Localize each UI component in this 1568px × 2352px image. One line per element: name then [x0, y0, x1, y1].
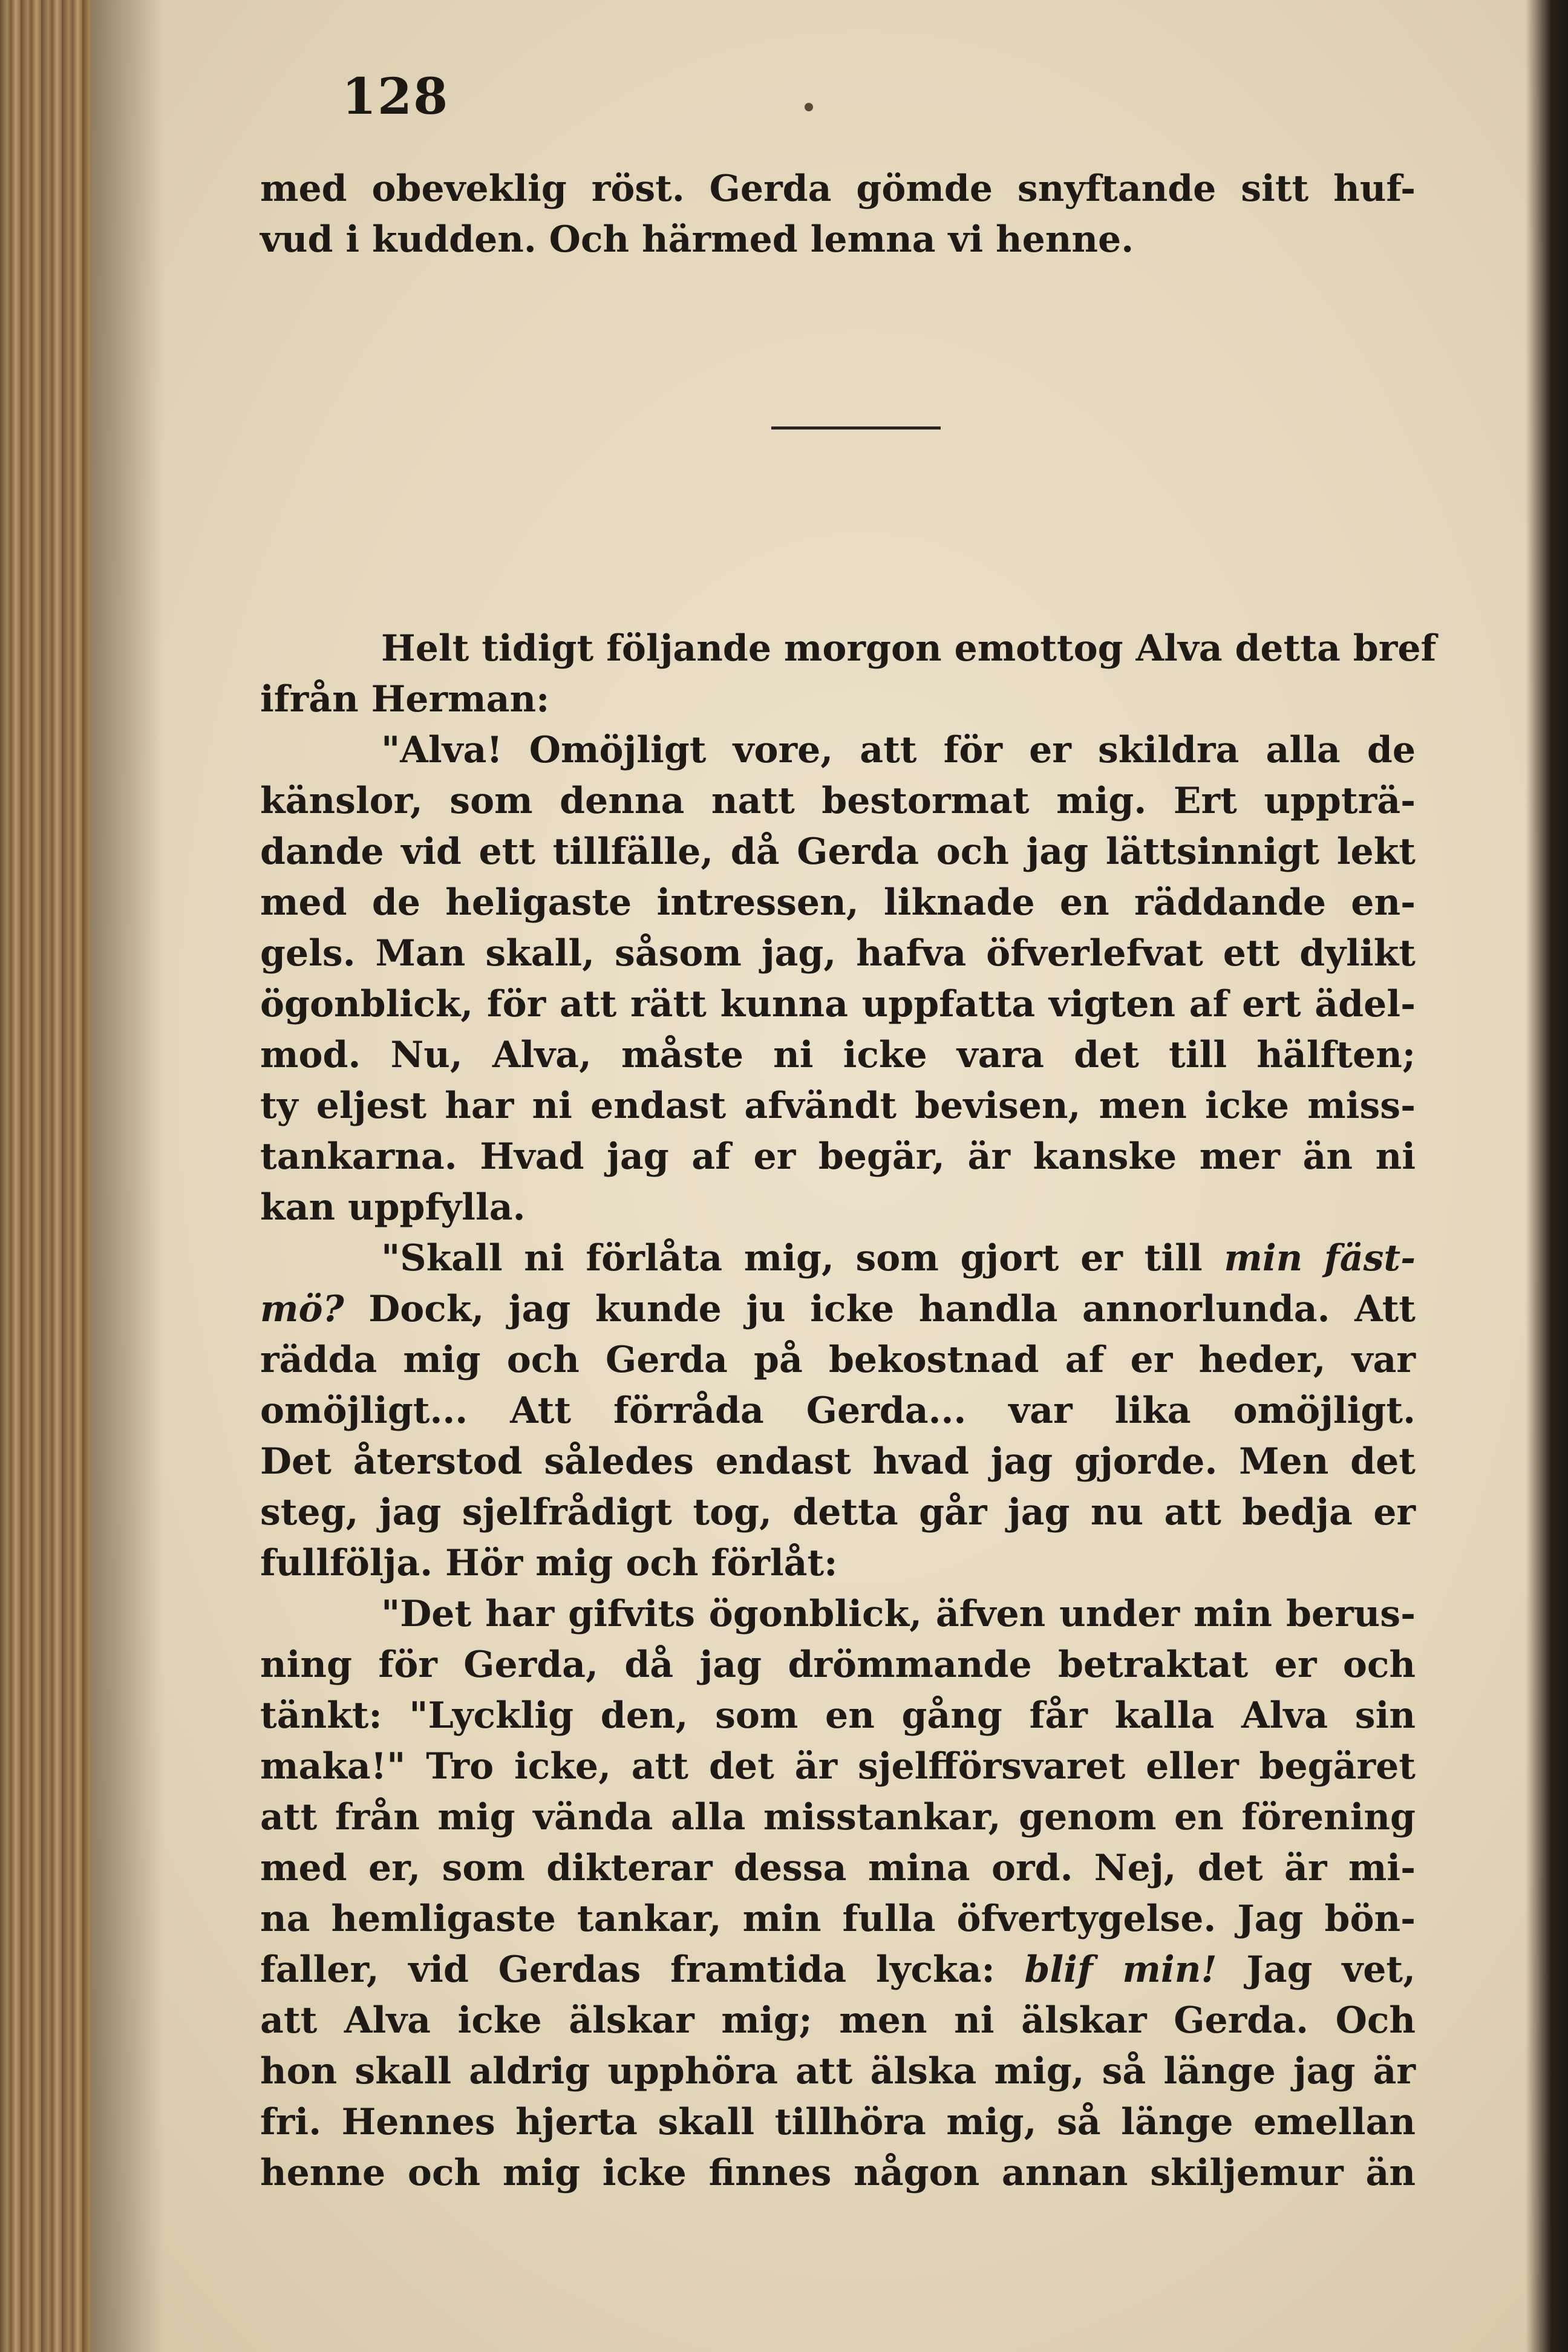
text-line: omöjligt... Att förråda Gerda... var lika omöjligt. — [260, 1390, 1416, 1432]
text-line: hon skall aldrig upphöra att älska mig, så länge jag är — [260, 2050, 1416, 2092]
emphasis-text: blif min! — [1024, 1949, 1217, 1991]
page-right-edge — [1526, 0, 1568, 2352]
text-line: ty eljest har ni endast afvändt bevisen, men icke miss- — [260, 1085, 1416, 1127]
text-line: tankarna. Hvad jag af er begär, är kanske mer än ni — [260, 1135, 1416, 1178]
text-line: rädda mig och Gerda på bekostnad af er heder, var — [260, 1339, 1416, 1381]
text-line: att Alva icke älskar mig; men ni älskar Gerda. Och — [260, 1999, 1416, 2042]
spine-shadow — [91, 0, 163, 2352]
text-segment: faller, vid Gerdas framtida lycka: — [260, 1949, 1025, 1991]
text-line: ning för Gerda, då jag drömmande betraktat er och — [260, 1644, 1416, 1686]
page-number: 128 — [342, 68, 449, 126]
text-line: fri. Hennes hjerta skall tillhöra mig, så länge emellan — [260, 2101, 1416, 2143]
text-line: maka!" Tro icke, att det är sjelfförsvaret eller begäret — [260, 1745, 1416, 1788]
text-line: henne och mig icke finnes någon annan skiljemur än — [260, 2152, 1416, 2194]
text-line: mod. Nu, Alva, måste ni icke vara det till hälften; — [260, 1034, 1416, 1076]
text-line: ifrån Herman: — [260, 678, 550, 720]
text-line: fullfölja. Hör mig och förlåt: — [260, 1542, 838, 1584]
text-line: "Det har gifvits ögonblick, äfven under min berus- — [381, 1593, 1416, 1635]
text-line: att från mig vända alla misstankar, genom en förening — [260, 1796, 1416, 1838]
text-line: kan uppfylla. — [260, 1186, 526, 1229]
text-line: ögonblick, för att rätt kunna uppfatta vigten af ert ädel- — [260, 983, 1416, 1025]
section-2-text — [260, 623, 1437, 2198]
text-line-with-emphasis — [260, 1233, 1416, 1284]
text-line: vud i kudden. Och härmed lemna vi henne. — [260, 218, 1134, 261]
section-1-text — [260, 163, 1416, 265]
section-divider — [771, 426, 941, 430]
text-segment: "Skall ni förlåta mig, som gjort er till — [381, 1237, 1224, 1279]
text-line: gels. Man skall, såsom jag, hafva öfverlefvat ett dylikt — [260, 932, 1416, 975]
ink-dot — [805, 103, 813, 111]
text-line: tänkt: "Lycklig den, som en gång får kalla Alva sin — [260, 1694, 1416, 1737]
text-line: känslor, som denna natt bestormat mig. Ert uppträ- — [260, 780, 1416, 822]
text-line-with-emphasis — [260, 1284, 1416, 1334]
emphasis-text: min fäst- — [1224, 1237, 1416, 1279]
text-line: steg, jag sjelfrådigt tog, detta går jag nu att bedja er — [260, 1491, 1416, 1534]
book-spine — [0, 0, 91, 2352]
text-line: "Alva! Omöjligt vore, att för er skildra alla de — [381, 729, 1416, 771]
text-segment: Dock, jag kunde ju icke handla annorlunda. Att — [344, 1288, 1416, 1330]
text-line: med de heligaste intressen, liknade en räddande en- — [260, 881, 1416, 924]
text-segment: Jag vet, — [1217, 1949, 1416, 1991]
text-line: med obeveklig röst. Gerda gömde snyftande sitt huf- — [260, 168, 1416, 210]
text-line: med er, som dikterar dessa mina ord. Nej, det är mi- — [260, 1847, 1416, 1889]
text-line: na hemligaste tankar, min fulla öfvertygelse. Jag bön- — [260, 1898, 1416, 1940]
emphasis-text: mö? — [260, 1288, 344, 1330]
text-line-with-emphasis — [260, 1944, 1416, 1995]
text-line: Helt tidigt följande morgon emottog Alva detta bref — [381, 627, 1437, 670]
text-line: dande vid ett tillfälle, då Gerda och jag lättsinnigt lekt — [260, 831, 1416, 873]
text-line: Det återstod således endast hvad jag gjorde. Men det — [260, 1440, 1416, 1483]
